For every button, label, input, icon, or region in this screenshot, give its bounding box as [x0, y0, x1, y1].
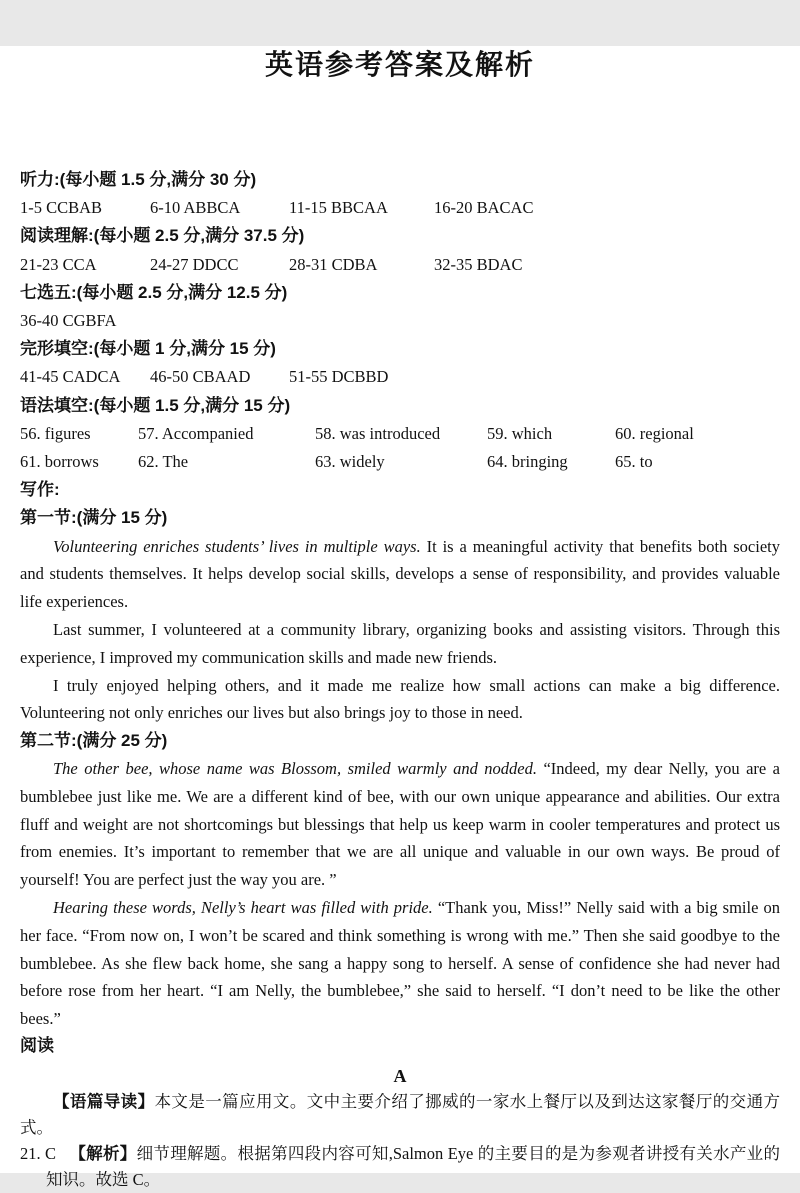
essay-text: “Thank you, Miss!” Nelly said with a big smile on her face. “From now on, I won’t be scared and think something is wrong with me.” Then she said goodbye to the bumblebee. As she flew back home, she sang a happy song to herself. A sense of confidence she had never had before rose from her heart. “I am Nelly, the bumblebee,” she said to herself. “I don’t need to be like the other bees.” [20, 898, 780, 1029]
document-page [0, 46, 800, 1189]
answer-group: 21-23 CCA [20, 254, 97, 274]
essay-text: Last summer, I volunteered at a community library, organizing books and assisting visitors. Through this experience, I improved my communication skills and made new friends. [20, 620, 780, 667]
cloze-header: 完形填空:(每小题 1 分,满分 15 分) [20, 339, 276, 359]
essay-lead-italic: Hearing these words, Nelly’s heart was filled with pride. [53, 898, 433, 917]
answer-group: 6-10 ABBCA [150, 198, 241, 218]
passage-guide [20, 1089, 780, 1141]
essay-paragraph [20, 533, 780, 616]
writing-header: 写作: [20, 480, 60, 500]
reading-comprehension-header: 阅读理解:(每小题 2.5 分,满分 37.5 分) [20, 226, 305, 246]
writing-part1-essay [20, 533, 780, 728]
essay-lead-italic: Volunteering enriches students’ lives in multiple ways. [53, 536, 421, 556]
grammar-answers-row-1 [20, 420, 780, 448]
listening-header: 听力:(每小题 1.5 分,满分 30 分) [20, 170, 257, 189]
passage-label: A [393, 1065, 407, 1086]
grammar-header: 语法填空:(每小题 1.5 分,满分 15 分) [20, 395, 291, 415]
page-title: 英语参考答案及解析 [264, 49, 535, 80]
essay-text: It is a meaningful activity that benefits both society and students themselves. It helps develop social skills, develops a sense of responsibility, and provides valuable life experiences. [20, 536, 780, 612]
answer-group: 32-35 BDAC [434, 254, 523, 274]
writing-part2-essay [20, 727, 780, 1033]
reading-section-header: 阅读 [20, 1035, 54, 1055]
essay-paragraph [20, 672, 780, 728]
answer-group: 16-20 BACAC [434, 198, 534, 218]
essay-paragraph [20, 894, 780, 1033]
answer-item: 64. bringing [487, 452, 568, 472]
reading-comprehension-answers [20, 251, 780, 279]
answer-group: 11-15 BBCAA [289, 198, 388, 218]
answer-group: 28-31 CDBA [289, 254, 378, 274]
reading-analysis-section [20, 1033, 780, 1193]
guide-tag: 【语篇导读】 [53, 1092, 155, 1111]
analysis-text: 细节理解题。根据第四段内容可知,Salmon Eye 的主要目的是为参观者讲授有关水产业的知识。故选 C。 [46, 1143, 780, 1189]
answer-item: 65. to [615, 452, 653, 472]
question-number: 21. C [20, 1143, 57, 1163]
answer-group: 24-27 DDCC [150, 254, 239, 274]
answer-group: 46-50 CBAAD [150, 367, 251, 387]
answer-group: 1-5 CCBAB [20, 198, 103, 218]
answer-item: 63. widely [315, 452, 385, 472]
answer-group: 41-45 CADCA [20, 367, 121, 387]
answer-item: 57. Accompanied [138, 423, 254, 443]
answer-item: 62. The [138, 452, 189, 472]
answer-item: 59. which [487, 423, 553, 443]
answer-key-section [20, 166, 780, 533]
answer-item: 56. figures [20, 423, 91, 443]
guide-text: 本文是一篇应用文。文中主要介绍了挪威的一家水上餐厅以及到达这家餐厅的交通方式。 [20, 1091, 781, 1137]
essay-paragraph [20, 755, 780, 894]
essay-paragraph [20, 616, 780, 672]
cloze-answers [20, 363, 780, 391]
seven-choice-answers [20, 307, 780, 335]
grammar-answers-row-2 [20, 448, 780, 476]
analysis-item [20, 1141, 780, 1193]
writing-part1-header: 第一节:(满分 15 分) [20, 508, 168, 528]
seven-choice-header: 七选五:(每小题 2.5 分,满分 12.5 分) [20, 282, 288, 302]
answer-item: 61. borrows [20, 452, 99, 472]
answer-group: 51-55 DCBBD [289, 367, 389, 387]
essay-text: “Indeed, my dear Nelly, you are a bumblebee just like me. We are a different kind of bee, with our own unique appearance and abilities. Our extra fluff and weight are not shortcomings but blessings that help us keep warm in cooler temperatures and protect us from enemies. It’s important to remember that we are all unique and valuable in our own ways. Be proud of yourself! You are perfect just the way you are. ” [20, 759, 780, 890]
essay-text: I truly enjoyed helping others, and it made me realize how small actions can make a big difference. Volunteering not only enriches our lives but also brings joy to those in need. [20, 675, 780, 723]
writing-part2-header: 第二节:(满分 25 分) [20, 731, 168, 751]
analysis-tag: 【解析】 [69, 1144, 137, 1163]
answer-item: 60. regional [615, 423, 694, 443]
answer-group: 36-40 CGBFA [20, 311, 117, 331]
listening-answers [20, 194, 780, 222]
answer-item: 58. was introduced [315, 423, 441, 443]
essay-lead-italic: The other bee, whose name was Blossom, smiled warmly and nodded. [53, 759, 537, 779]
